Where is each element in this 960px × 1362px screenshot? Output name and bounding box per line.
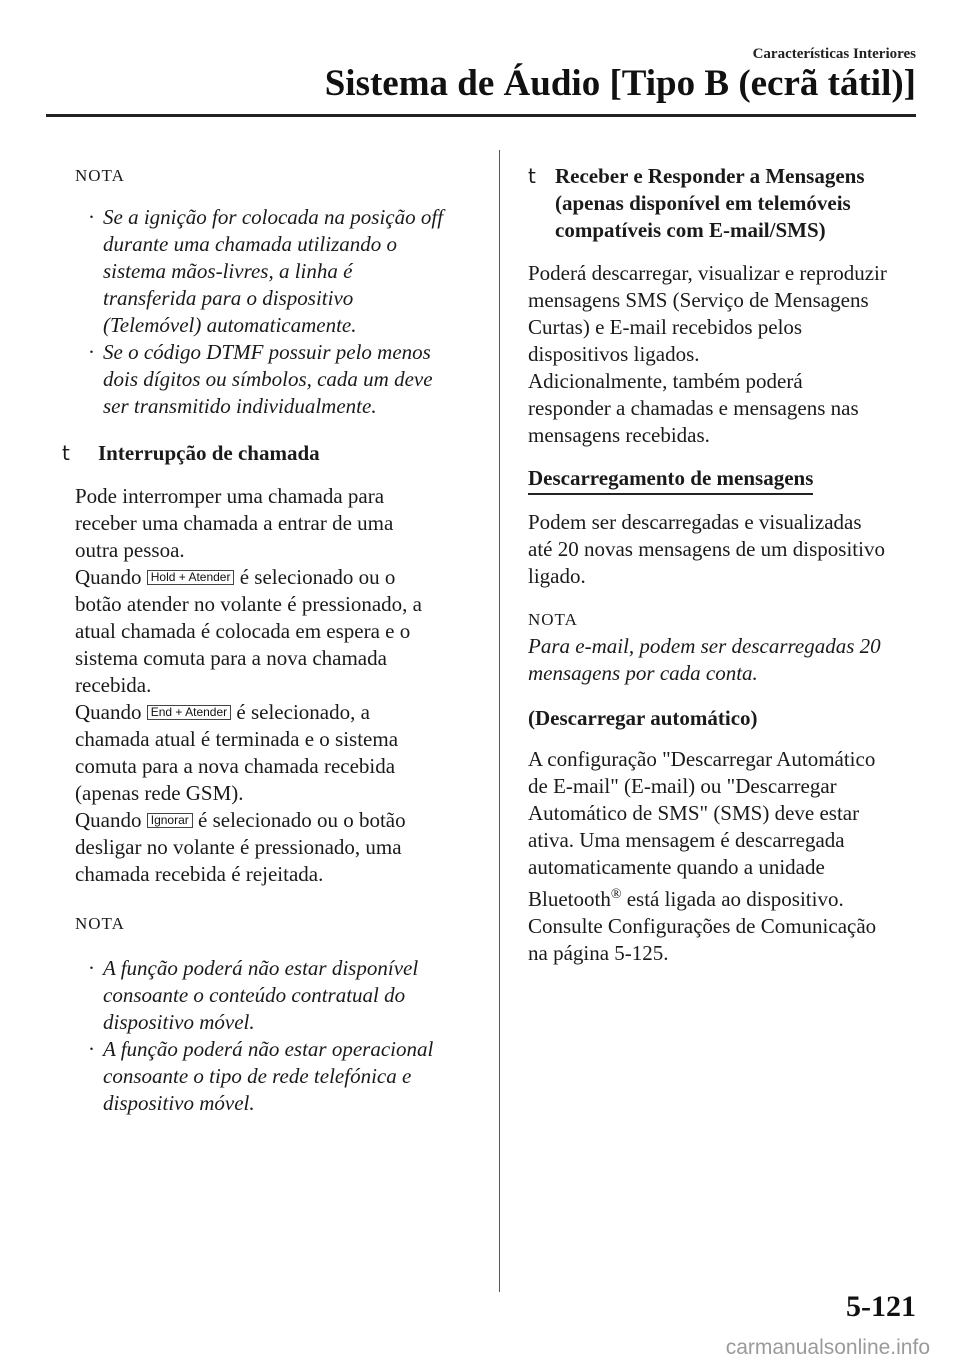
- text-line: (apenas rede GSM).: [75, 781, 244, 805]
- nota-label: NOTA: [75, 166, 125, 185]
- text-line: chamada recebida é rejeitada.: [75, 862, 324, 886]
- text-line: automaticamente quando a unidade: [528, 855, 825, 879]
- text-line: A configuração "Descarregar Automático: [528, 747, 876, 771]
- nota-text: [528, 633, 920, 687]
- bullet-line: dois dígitos ou símbolos, cada um deve: [103, 367, 433, 391]
- subsection-heading: Descarregamento de mensagens: [528, 465, 813, 495]
- text-line: ligado.: [528, 564, 586, 588]
- text-line: mensagens por cada conta.: [528, 661, 758, 685]
- text-line: Poderá descarregar, visualizar e reproduzir: [528, 261, 887, 285]
- bullet-line: ser transmitido individualmente.: [103, 394, 377, 418]
- page-title: Sistema de Áudio [Tipo B (ecrã tátil)]: [324, 63, 916, 104]
- text-line: atual chamada é colocada em espera e o: [75, 619, 411, 643]
- hold-answer-button-image: Hold + Atender: [147, 570, 235, 585]
- bullet-line: dispositivo móvel.: [103, 1010, 255, 1034]
- section-marker-icon: t: [62, 441, 70, 465]
- bullet-line: sistema mãos-livres, a linha é: [103, 259, 353, 283]
- header-section-label: Características Interiores: [752, 46, 916, 62]
- heading-line: compatíveis com E-mail/SMS): [555, 218, 826, 242]
- text-line: de E-mail" (E-mail) ou "Descarregar: [528, 774, 837, 798]
- bullet-dot-icon: ·: [88, 956, 95, 980]
- text-line: chamada atual é terminada e o sistema: [75, 727, 399, 751]
- paragraph: [75, 483, 477, 888]
- bullet-dot-icon: ·: [88, 1037, 95, 1061]
- heading-text: Interrupção de chamada: [98, 441, 320, 465]
- text-line: [75, 807, 477, 834]
- text-line: Podem ser descarregadas e visualizadas: [528, 510, 862, 534]
- text-line: desligar no volante é pressionado, uma: [75, 835, 402, 859]
- text-line: mensagens recebidas.: [528, 423, 710, 447]
- section-marker-icon: t: [528, 164, 536, 188]
- text-line: na página 5-125.: [528, 941, 669, 965]
- bullet-line: dispositivo móvel.: [103, 1091, 255, 1115]
- ignore-button-image: Ignorar: [147, 813, 193, 828]
- left-column: [62, 150, 477, 1117]
- paragraph: [528, 260, 920, 449]
- heading-line: (apenas disponível em telemóveis: [555, 191, 851, 215]
- text-line: até 20 novas mensagens de um dispositivo: [528, 537, 885, 561]
- text-line: Curtas) e E-mail recebidos pelos: [528, 315, 803, 339]
- text-line: Automático de SMS" (SMS) deve estar: [528, 801, 860, 825]
- registered-mark: ®: [610, 887, 622, 902]
- text-line: [75, 564, 477, 591]
- section-heading: [528, 163, 920, 244]
- nota-bullet: [75, 955, 477, 1036]
- bullet-line: (Telemóvel) automaticamente.: [103, 313, 357, 337]
- text-line: Pode interromper uma chamada para: [75, 484, 385, 508]
- nota-label: NOTA: [528, 610, 578, 629]
- bullet-line: A função poderá não estar operacional: [103, 1037, 434, 1061]
- nota-bullet: [75, 1036, 477, 1117]
- bullet-line: transferida para o dispositivo: [103, 286, 354, 310]
- bullet-dot-icon: ·: [88, 340, 95, 364]
- text-span: é selecionado, a: [236, 700, 370, 724]
- nota-bullet: [75, 204, 477, 339]
- text-line: receber uma chamada a entrar de uma: [75, 511, 394, 535]
- bullet-line: A função poderá não estar disponível: [103, 956, 419, 980]
- quando-word: Quando: [75, 700, 142, 724]
- heading-line: Receber e Responder a Mensagens: [555, 164, 865, 188]
- text-line: Para e-mail, podem ser descarregadas 20: [528, 634, 881, 658]
- text-span: é selecionado ou o: [239, 565, 396, 589]
- bullet-dot-icon: ·: [88, 205, 95, 229]
- subsection-heading: (Descarregar automático): [528, 706, 758, 730]
- paragraph: [528, 746, 920, 967]
- text-line: [528, 881, 920, 913]
- section-heading: [62, 440, 477, 467]
- text-line: ativa. Uma mensagem é descarregada: [528, 828, 845, 852]
- quando-word: Quando: [75, 565, 142, 589]
- bullet-line: consoante o conteúdo contratual do: [103, 983, 406, 1007]
- text-line: Consulte Configurações de Comunicação: [528, 914, 877, 938]
- quando-word: Quando: [75, 808, 142, 832]
- bullet-line: Se o código DTMF possuir pelo menos: [103, 340, 431, 364]
- text-line: recebida.: [75, 673, 152, 697]
- right-column: [528, 163, 920, 967]
- bullet-line: consoante o tipo de rede telefónica e: [103, 1064, 412, 1088]
- watermark: carmanualsonline.info: [725, 1336, 930, 1359]
- bullet-line: Se a ignição for colocada na posição off: [103, 205, 444, 229]
- text-line: Adicionalmente, também poderá: [528, 369, 803, 393]
- column-divider: [499, 150, 500, 1292]
- end-answer-button-image: End + Atender: [147, 705, 231, 720]
- page-number: 5-121: [846, 1290, 916, 1323]
- text-line: mensagens SMS (Serviço de Mensagens: [528, 288, 869, 312]
- header-rule: [46, 114, 916, 117]
- text-span: está ligada ao dispositivo.: [621, 887, 844, 911]
- text-line: botão atender no volante é pressionado, a: [75, 592, 422, 616]
- text-line: dispositivos ligados.: [528, 342, 700, 366]
- paragraph: [528, 509, 920, 590]
- bluetooth-word: Bluetooth: [528, 887, 611, 911]
- text-line: responder a chamadas e mensagens nas: [528, 396, 859, 420]
- text-line: [75, 699, 477, 726]
- text-line: outra pessoa.: [75, 538, 185, 562]
- text-line: comuta para a nova chamada recebida: [75, 754, 396, 778]
- nota-bullet: [75, 339, 477, 420]
- text-line: sistema comuta para a nova chamada: [75, 646, 387, 670]
- text-span: é selecionado ou o botão: [198, 808, 406, 832]
- bullet-line: durante uma chamada utilizando o: [103, 232, 397, 256]
- nota-label: NOTA: [75, 914, 125, 933]
